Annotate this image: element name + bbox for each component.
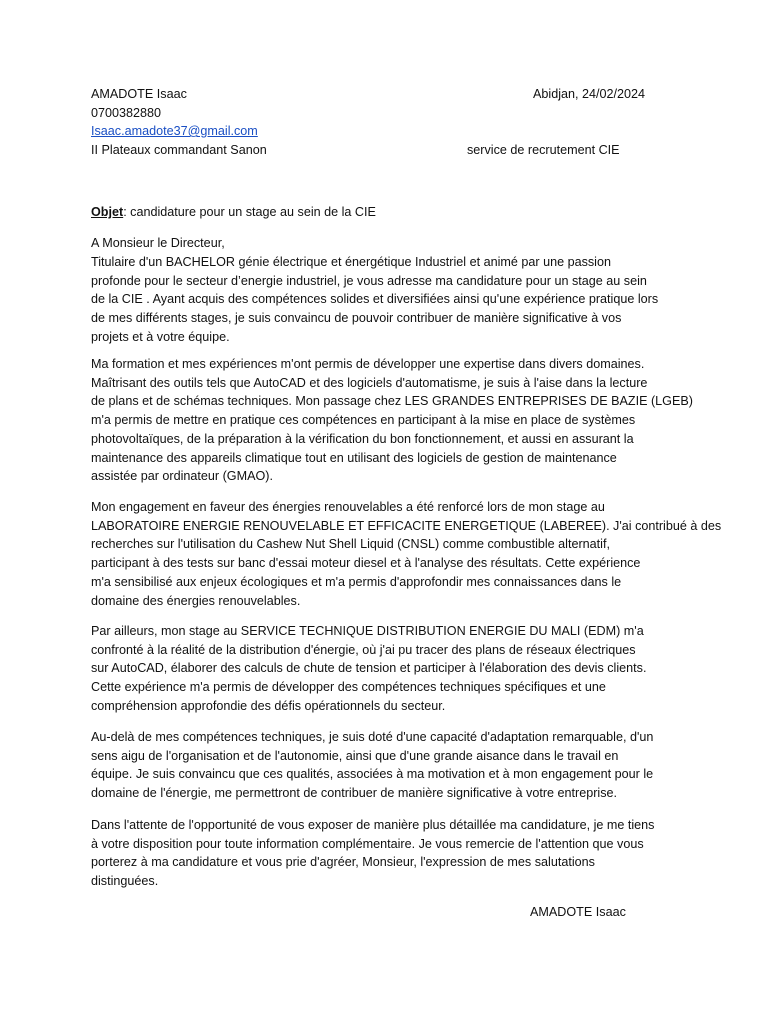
- paragraph-line: photovoltaïques, de la préparation à la vérification du bon fonctionnement, et aussi en assurant la: [91, 431, 634, 446]
- paragraph-2: [91, 355, 693, 486]
- recipient: service de recrutement CIE: [467, 143, 620, 157]
- sender-email-link[interactable]: Isaac.amadote37@gmail.com: [91, 124, 258, 138]
- paragraph-line: assistée par ordinateur (GMAO).: [91, 469, 273, 484]
- paragraph-line: LABORATOIRE ENERGIE RENOUVELABLE ET EFFICACITE ENERGETIQUE (LABEREE). J'ai contribué à des: [91, 518, 722, 533]
- sender-phone: 0700382880: [91, 106, 162, 120]
- paragraph-line: sens aigu de l'organisation et de l'autonomie, ainsi que d'une grande aisance dans le travail en: [91, 748, 619, 763]
- paragraph-line: Maîtrisant des outils tels que AutoCAD et des logiciels d'automatisme, je suis à l'aise dans la lecture: [91, 375, 648, 390]
- subject-label: Objet: [91, 205, 124, 219]
- salutation: A Monsieur le Directeur,: [91, 236, 225, 250]
- paragraph-3: [91, 498, 722, 610]
- paragraph-1: [91, 253, 681, 347]
- paragraph-line: compréhension approfondie des défis opérationnels du secteur.: [91, 698, 446, 713]
- paragraph-4: [91, 622, 681, 716]
- paragraph-line: domaine des énergies renouvelables.: [91, 593, 301, 608]
- paragraph-6: [91, 816, 681, 891]
- paragraph-line: Ma formation et mes expériences m'ont permis de développer une expertise dans divers domaines.: [91, 357, 645, 371]
- paragraph-line: Titulaire d'un BACHELOR génie électrique et énergétique Industriel et animé par une passion: [91, 255, 611, 269]
- paragraph-line: porterez à ma candidature et vous prie d'agréer, Monsieur, l'expression de mes salutations: [91, 855, 595, 870]
- sender-name: AMADOTE Isaac: [91, 87, 187, 101]
- paragraph-line: m'a sensibilisé aux enjeux écologiques et m'a permis d'approfondir mes connaissances dans le: [91, 574, 622, 589]
- paragraph-line: recherches sur l'utilisation du Cashew Nut Shell Liquid (CNSL) comme combustible alternatif,: [91, 537, 610, 552]
- paragraph-line: m'a permis de mettre en pratique ces compétences en participant à la mise en place de systèmes: [91, 413, 636, 428]
- paragraph-line: Par ailleurs, mon stage au SERVICE TECHNIQUE DISTRIBUTION ENERGIE DU MALI (EDM) m'a: [91, 624, 644, 638]
- paragraph-line: sur AutoCAD, élaborer des calculs de chute de tension et participer à l'élaboration des devis clients.: [91, 661, 647, 676]
- paragraph-line: de mes différents stages, je suis convaincu de pouvoir contribuer de manière significative à vos: [91, 311, 622, 326]
- paragraph-line: Au-delà de mes compétences techniques, je suis doté d'une capacité d'adaptation remarquable, d'un: [91, 730, 654, 744]
- paragraph-line: projets et à votre équipe.: [91, 329, 230, 344]
- paragraph-line: de plans et de schémas techniques. Mon passage chez LES GRANDES ENTREPRISES DE BAZIE (LGEB): [91, 394, 693, 409]
- paragraph-line: Cette expérience m'a permis de développer des compétences techniques spécifiques et une: [91, 680, 606, 695]
- paragraph-line: Dans l'attente de l'opportunité de vous exposer de manière plus détaillée ma candidature, je me tiens: [91, 818, 655, 832]
- paragraph-line: profonde pour le secteur d’energie industriel, je vous adresse ma candidature pour un stage au sein: [91, 273, 647, 288]
- paragraph-line: de la CIE . Ayant acquis des compétences solides et diversifiées ainsi qu'une expérience pratique lors: [91, 292, 659, 307]
- paragraph-line: domaine de l'énergie, me permettront de contribuer de manière significative à votre entreprise.: [91, 786, 618, 801]
- paragraph-5: [91, 728, 681, 803]
- paragraph-line: Mon engagement en faveur des énergies renouvelables a été renforcé lors de mon stage au: [91, 500, 605, 514]
- paragraph-line: à votre disposition pour toute information complémentaire. Je vous remercie de l'attention que vous: [91, 836, 644, 851]
- paragraph-line: confronté à la réalité de la distribution d'énergie, où j'ai pu tracer des plans de réseaux électriques: [91, 642, 636, 657]
- paragraph-line: équipe. Je suis convaincu que ces qualités, associées à ma motivation et à mon engagement pour le: [91, 767, 654, 782]
- paragraph-line: maintenance des appareils climatique tout en utilisant des logiciels de gestion de maintenance: [91, 450, 617, 465]
- subject-text: : candidature pour un stage au sein de la CIE: [123, 205, 376, 219]
- paragraph-line: participant à des tests sur banc d'essai moteur diesel et à l'analyse des résultats. Cette expérience: [91, 556, 641, 571]
- paragraph-line: distinguées.: [91, 874, 159, 889]
- signature: AMADOTE Isaac: [530, 905, 626, 919]
- sender-address: II Plateaux commandant Sanon: [91, 143, 267, 157]
- place-date: Abidjan, 24/02/2024: [533, 87, 646, 101]
- subject-line: [91, 203, 376, 222]
